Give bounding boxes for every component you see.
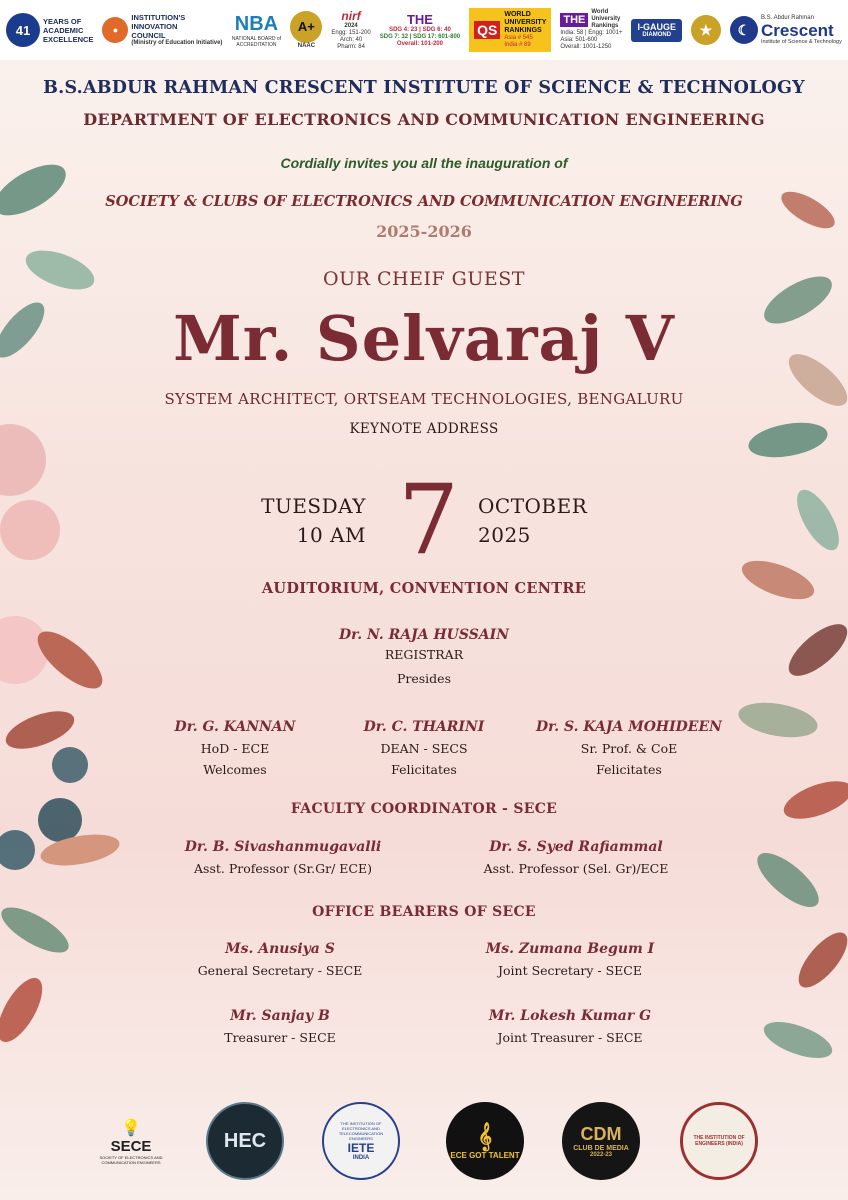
the-impact-label: THE: [406, 12, 433, 27]
crescent-moon-icon: ☾: [730, 16, 758, 44]
nirf-line-2: Arch: 40: [339, 37, 363, 43]
bulb-icon: 💡: [121, 1119, 141, 1137]
dignitary-name: Dr. C. THARINI: [363, 719, 485, 735]
naac-grade: A+: [290, 11, 322, 43]
bearer-name: Ms. Anusiya S: [225, 941, 335, 957]
crescent-sub: Institute of Science & Technology: [760, 38, 842, 45]
nba-logo: [231, 13, 281, 48]
presides-name: Dr. N. RAJA HUSSAIN: [338, 627, 510, 643]
years-text-1: YEARS OF: [43, 16, 82, 26]
society-name: SOCIETY & CLUBS OF ELECTRONICS AND COMMUNICATION ENGINEERING: [105, 193, 743, 210]
dignitary-3: [516, 719, 742, 777]
ie-label: THE INSTITUTION OF ENGINEERS (INDIA): [693, 1135, 745, 1147]
iete-logo: [322, 1102, 400, 1180]
header-logo-bar: [0, 0, 848, 60]
sece-sub: SOCIETY OF ELECTRONICS AND COMMUNICATION ENGINEERS: [99, 1154, 163, 1165]
bearer-title: Joint Secretary - SECE: [498, 963, 642, 978]
the-impact-logo: [380, 12, 460, 48]
qs-title-2: UNIVERSITY: [504, 19, 547, 26]
iic-icon: ●: [102, 17, 128, 43]
the-world-line-2: Asia: 501-600: [560, 37, 598, 43]
igauge-sub: DIAMOND: [642, 31, 672, 38]
years-text-3: EXCELLENCE: [43, 34, 94, 44]
nirf-label: nirf: [341, 9, 361, 23]
faculty-1: [150, 839, 416, 876]
department-name: DEPARTMENT OF ELECTRONICS AND COMMUNICATION ENGINEERING: [83, 110, 765, 129]
iete-label: IETE: [347, 1141, 375, 1155]
chief-guest-label: OUR CHEIF GUEST: [323, 268, 525, 290]
nba-label: NBA: [234, 12, 279, 35]
dignitary-role: Welcomes: [203, 762, 267, 777]
sece-label: SECE: [110, 1137, 152, 1155]
bearers-heading: OFFICE BEARERS OF SECE: [312, 904, 536, 920]
event-month: OCTOBER: [478, 494, 588, 518]
bearer-1: [180, 941, 380, 978]
crescent-small: B.S. Abdur Rahman: [760, 14, 814, 21]
the-world-line-1: India: 58 | Engg: 1001+: [560, 30, 623, 36]
nirf-line-1: Engg: 151-200: [331, 30, 371, 36]
dignitary-role: Felicitates: [596, 762, 662, 777]
faculty-title: Asst. Professor (Sr.Gr/ ECE): [194, 861, 372, 876]
bearer-2: [470, 941, 670, 978]
the-world-line-3: Overall: 1001-1250: [560, 44, 612, 50]
nirf-line-3: Pharm: 84: [337, 44, 365, 50]
guest-designation: SYSTEM ARCHITECT, ORTSEAM TECHNOLOGIES, BENGALURU: [164, 390, 684, 408]
hec-logo: [206, 1102, 284, 1180]
seal-logo: [691, 15, 721, 45]
the-world-logo: [560, 9, 622, 51]
naac-sub: NAAC: [297, 42, 316, 49]
the-world-title-2: University: [591, 16, 621, 22]
chief-guest-name: Mr. Selvaraj V: [173, 302, 675, 375]
qs-logo: [469, 8, 551, 52]
dignitary-title: DEAN - SECS: [380, 741, 468, 756]
presides-role: Presides: [396, 671, 451, 686]
iete-ring-text: THE INSTITUTION OF ELECTRONICS AND TELECOMMUNICATION ENGINEERS: [338, 1121, 384, 1141]
iic-text-4: (Ministry of Education Initiative): [131, 40, 223, 46]
dignitary-1: [130, 719, 340, 777]
iic-logo: [102, 13, 222, 47]
event-year: 2025: [478, 523, 531, 547]
the-impact-line-1: SDG 4: 23 | SDG 6: 40: [389, 27, 451, 33]
dignitary-name: Dr. G. KANNAN: [174, 719, 296, 735]
dignitary-name: Dr. S. KAJA MOHIDEEN: [536, 719, 722, 735]
event-weekday: TUESDAY: [261, 494, 366, 518]
cdm-sub: CLUB DE MEDIA: [573, 1145, 629, 1152]
qs-title-1: WORLD: [504, 11, 531, 18]
bearer-title: General Secretary - SECE: [197, 963, 363, 978]
ie-logo: [680, 1102, 758, 1180]
the-world-title-1: World: [591, 9, 609, 15]
keynote-label: KEYNOTE ADDRESS: [349, 421, 499, 437]
the-impact-line-3: Overall: 101-200: [396, 41, 443, 47]
nirf-year: 2024: [344, 23, 358, 29]
iic-text-2: INNOVATION: [131, 22, 178, 31]
cdm-label: CDM: [580, 1124, 622, 1144]
bearer-name: Mr. Lokesh Kumar G: [488, 1008, 652, 1024]
iic-text-1: INSTITUTION'S: [131, 13, 186, 22]
bearer-4: [470, 1008, 670, 1045]
crescent-logo: [730, 15, 842, 46]
igauge-logo: [631, 19, 682, 42]
hec-label: HEC: [223, 1129, 267, 1152]
venue: AUDITORIUM, CONVENTION CENTRE: [261, 580, 587, 597]
faculty-2: [448, 839, 704, 876]
event-day-number: 7: [398, 464, 460, 576]
naac-logo: [290, 11, 322, 50]
qs-title-3: RANKINGS: [504, 27, 542, 34]
talent-logo: [446, 1102, 524, 1180]
event-day-time: [261, 492, 366, 550]
the-world-title-3: Rankings: [591, 23, 619, 29]
iete-country: INDIA: [352, 1155, 370, 1161]
academic-year: 2025-2026: [376, 222, 472, 241]
club-logos: [0, 1094, 848, 1190]
qs-label: QS: [474, 21, 500, 39]
sece-logo: [92, 1102, 170, 1180]
the-world-label: THE: [560, 13, 588, 27]
dignitary-title: HoD - ECE: [200, 741, 270, 756]
years-logo: [6, 13, 93, 47]
institute-name: B.S.ABDUR RAHMAN CRESCENT INSTITUTE OF SCIENCE & TECHNOLOGY: [43, 78, 805, 98]
bearer-name: Ms. Zumana Begum I: [485, 941, 655, 957]
invitation-text: Cordially invites you all the inauguration of: [280, 155, 568, 171]
event-time: 10 AM: [296, 523, 366, 547]
presides-title: REGISTRAR: [384, 647, 464, 662]
crescent-name: Crescent: [760, 20, 834, 40]
faculty-name: Dr. B. Sivashanmugavalli: [184, 839, 382, 855]
faculty-heading: FACULTY COORDINATOR - SECE: [290, 801, 558, 817]
iic-text-3: COUNCIL: [131, 31, 166, 40]
faculty-title: Asst. Professor (Sel. Gr)/ECE: [483, 861, 669, 876]
faculty-name: Dr. S. Syed Rafiammal: [489, 839, 663, 855]
bearer-title: Treasurer - SECE: [224, 1030, 336, 1045]
igauge-label: I-GAUGE: [637, 21, 676, 32]
event-month-year: [478, 492, 587, 550]
dignitary-title: Sr. Prof. & CoE: [580, 741, 678, 756]
bearer-title: Joint Treasurer - SECE: [497, 1030, 643, 1045]
music-note-icon: 𝄞: [477, 1122, 493, 1150]
talent-label: ECE GOT TALENT: [450, 1150, 520, 1160]
cdm-logo: [562, 1102, 640, 1180]
the-impact-line-2: SDG 7: 32 | SDG 17: 601-800: [379, 34, 461, 40]
cdm-years: 2022-23: [589, 1152, 613, 1158]
years-badge: 41: [6, 13, 40, 47]
award-seal-icon: ★: [691, 15, 721, 45]
bearer-name: Mr. Sanjay B: [230, 1008, 330, 1024]
nba-sub: NATIONAL BOARD of ACCREDITATION: [231, 35, 282, 48]
presides-block: [224, 627, 624, 686]
dignitary-2: [324, 719, 524, 777]
qs-line-1: Asia # 545: [504, 35, 533, 41]
nirf-logo: [331, 9, 370, 51]
years-text-2: ACADEMIC: [43, 25, 84, 35]
qs-line-2: India # 89: [504, 42, 531, 48]
bearer-3: [180, 1008, 380, 1045]
dignitary-role: Felicitates: [391, 762, 457, 777]
